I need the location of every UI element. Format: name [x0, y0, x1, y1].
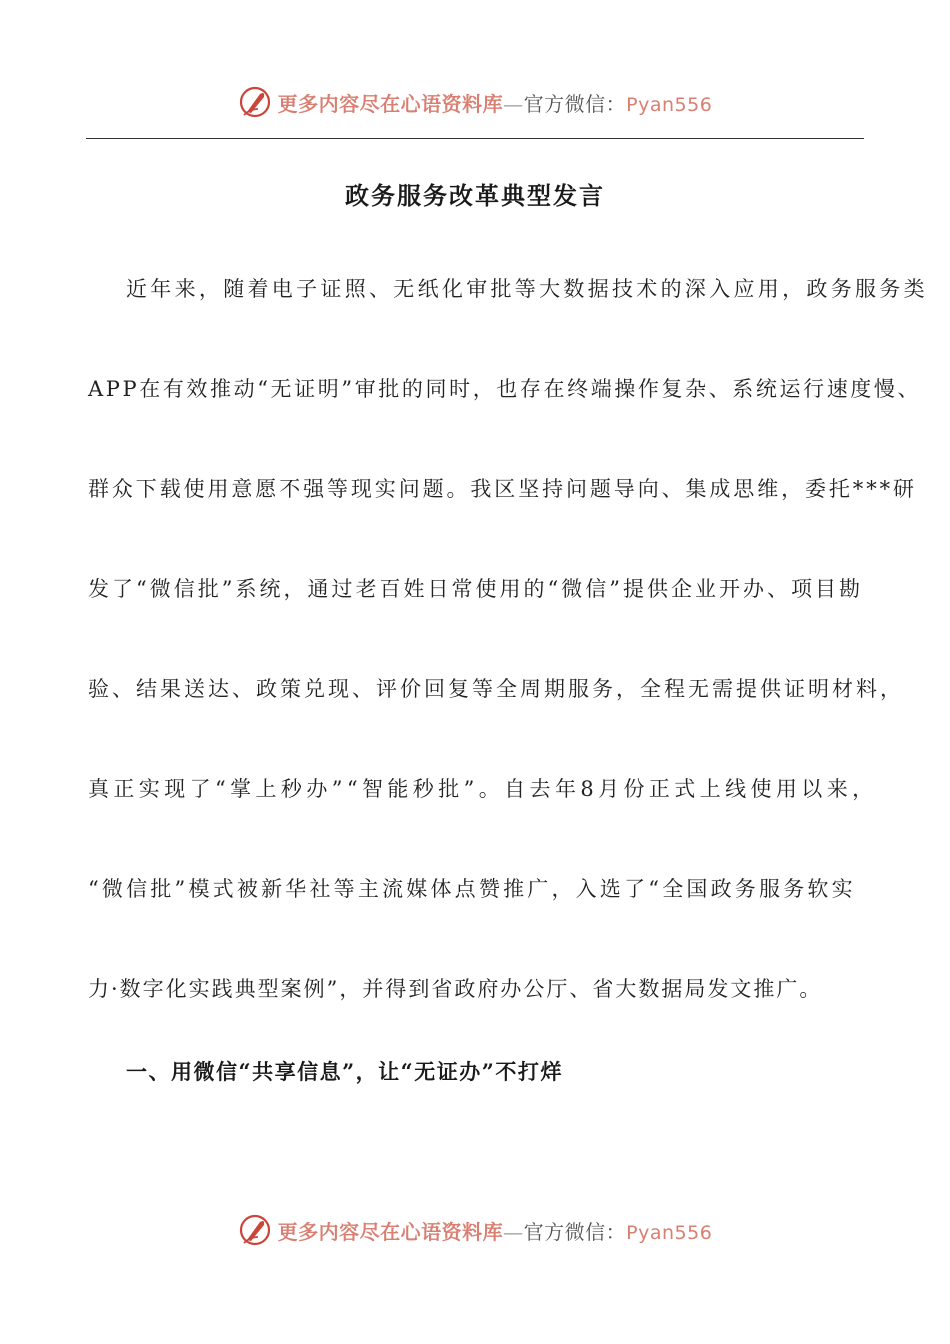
paragraph-line: 真正实现了“掌上秒办”“智能秒批”。自去年8月份正式上线使用以来， [88, 777, 878, 801]
paragraph-line: APP在有效推动“无证明”审批的同时，也存在终端操作复杂、系统运行速度慢、 [88, 377, 922, 401]
watermark-brand: 更多内容尽在心语资料库 [277, 1219, 504, 1244]
pen-feather-logo-icon [238, 1213, 272, 1247]
paragraph-line: 力·数字化实践典型案例”，并得到省政府办公厅、省大数据局发文推广。 [88, 977, 823, 1001]
paragraph-line: 发了“微信批”系统，通过老百姓日常使用的“微信”提供企业开办、项目勘 [88, 577, 863, 601]
watermark-group [238, 1213, 713, 1247]
watermark-brand: 更多内容尽在心语资料库 [277, 91, 504, 116]
paragraph-line: 验、结果送达、政策兑现、评价回复等全周期服务，全程无需提供证明材料， [88, 677, 904, 701]
header-watermark [0, 82, 950, 122]
section-heading: 一、用微信“共享信息”，让“无证办”不打烊 [126, 1059, 563, 1084]
paragraph-line: 群众下载使用意愿不强等现实问题。我区坚持问题导向、集成思维，委托***研 [88, 477, 917, 501]
watermark-official-label: 官方微信： [523, 91, 627, 116]
document-title: 政务服务改革典型发言 [345, 181, 605, 210]
watermark-group [238, 85, 713, 119]
pen-feather-logo-icon [238, 85, 272, 119]
paragraph-line: 近年来，随着电子证照、无纸化审批等大数据技术的深入应用，政务服务类 [126, 277, 928, 301]
watermark-text [278, 1216, 713, 1245]
watermark-dash: — [503, 1219, 524, 1244]
watermark-wechat-id: Pyan556 [626, 1221, 713, 1244]
paragraph-line: “微信批”模式被新华社等主流媒体点赞推广，入选了“全国政务服务软实 [88, 877, 856, 901]
watermark-dash: — [503, 91, 524, 116]
watermark-wechat-id: Pyan556 [626, 93, 713, 116]
watermark-text [278, 88, 713, 117]
header-divider [86, 138, 864, 139]
watermark-official-label: 官方微信： [523, 1219, 627, 1244]
footer-watermark [0, 1210, 950, 1250]
